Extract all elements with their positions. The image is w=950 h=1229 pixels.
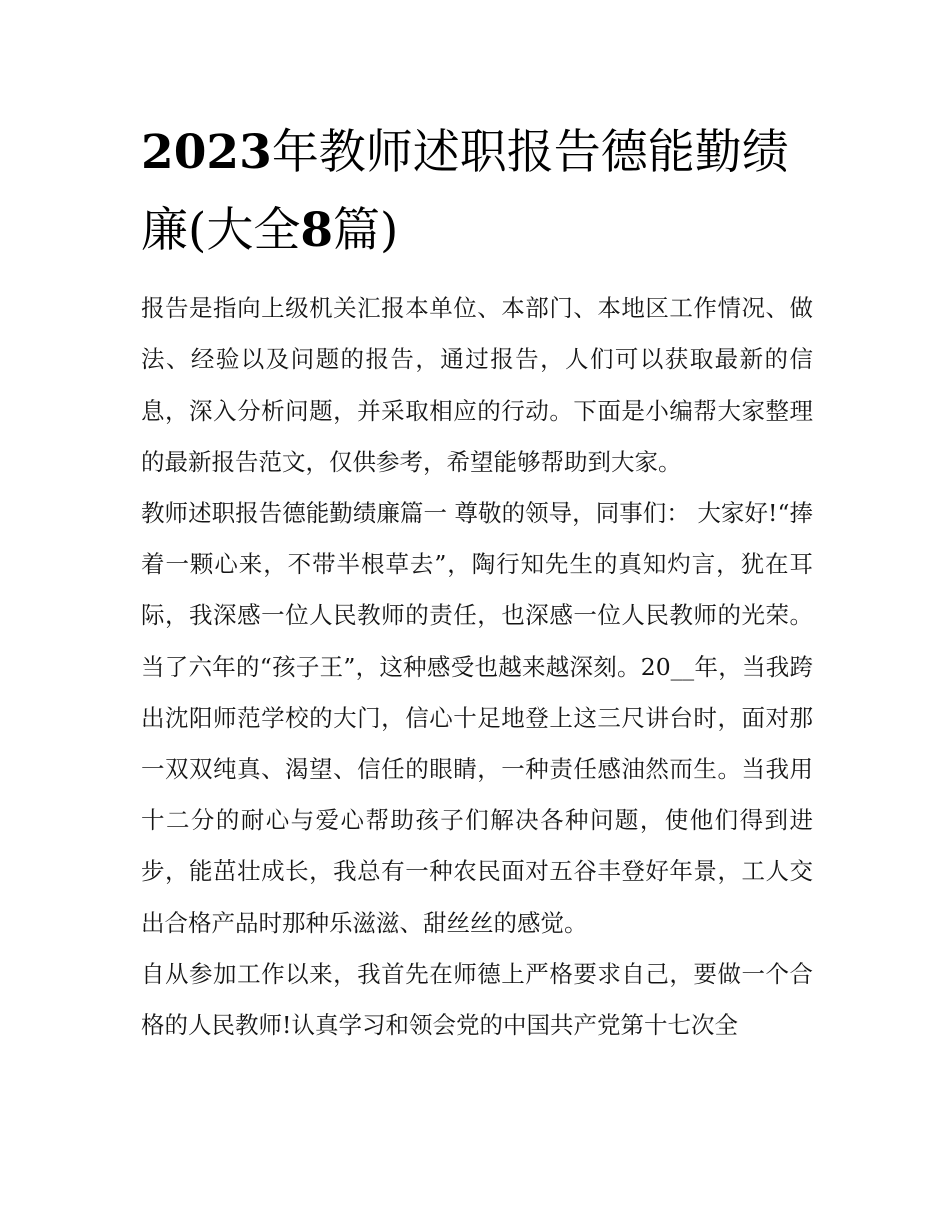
paragraph-intro: 报告是指向上级机关汇报本单位、本部门、本地区工作情况、做法、经验以及问题的报告，通过报告，人们可以获取最新的信息，深入分析问题，并采取相应的行动。下面是小编帮大家整理的最新报告范文，仅供参考，希望能够帮助到大家。 <box>141 294 813 476</box>
title-text: 年教师述职报告德能勤绩廉(大全 <box>141 125 789 258</box>
title-count: 8 <box>300 202 334 258</box>
paragraph-ethics: 自从参加工作以来，我首先在师德上严格要求自己，要做一个合格的人民教师!认真学习和领会党的中国共产党第十七次全 <box>141 959 813 1039</box>
title-year: 2023 <box>141 125 272 180</box>
document-title <box>141 114 813 269</box>
document-body <box>141 114 813 1051</box>
title-suffix: 篇) <box>333 202 399 258</box>
paragraph-report-one: 教师述职报告德能勤绩廉篇一 尊敬的领导，同事们： 大家好!“捧着一颗心来，不带半根草去”，陶行知先生的真知灼言，犹在耳际，我深感一位人民教师的责任，也深感一位人民教师的光荣。当了六年的“孩子王”，这种感受也越来越深刻。20__年，当我跨出沈阳师范学校的大门，信心十足地登上这三尺讲台时，面对那一双双纯真、渴望、信任的眼睛，一种责任感油然而生。当我用十二分的耐心与爱心帮助孩子们解决各种问题，使他们得到进步，能茁壮成长，我总有一种农民面对五谷丰登好年景，工人交出合格产品时那种乐滋滋、甜丝丝的感觉。 <box>141 498 813 937</box>
